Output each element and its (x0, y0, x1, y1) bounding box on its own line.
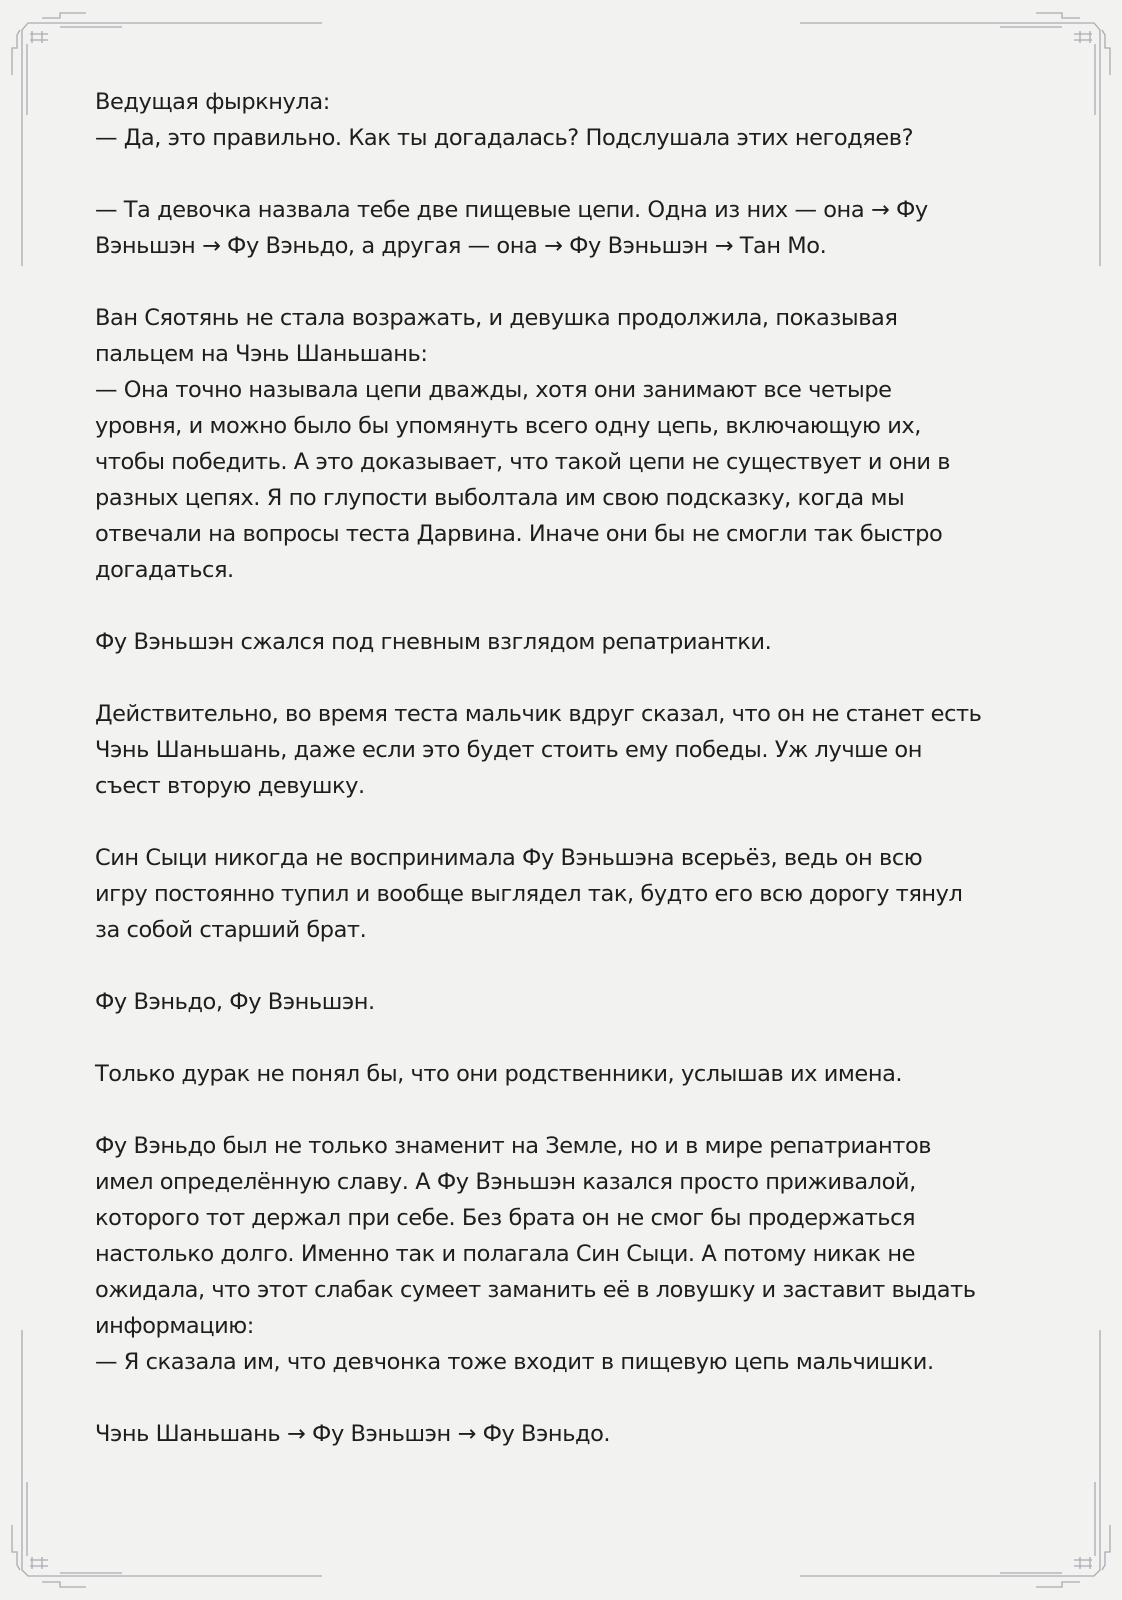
text-line: ожидала, что этот слабак сумеет заманить её в ловушку и заставит выдать (95, 1277, 976, 1303)
paragraph (95, 1056, 1025, 1092)
text-line: Действительно, во время теста мальчик вдруг сказал, что он не станет есть (95, 701, 982, 727)
text-line: — Та девочка назвала тебе две пищевые цепи. Одна из них — она → Фу (95, 197, 928, 223)
paragraph (95, 624, 1025, 660)
text-line: которого тот держал при себе. Без брата он не смог бы продержаться (95, 1205, 916, 1231)
text-line: пальцем на Чэнь Шаньшань: (95, 341, 428, 367)
paragraph (95, 1416, 1025, 1452)
paragraph (95, 696, 1025, 804)
text-line: Ведущая фыркнула: (95, 89, 330, 115)
text-line: Фу Вэньдо был не только знаменит на Земле, но и в мире репатриантов (95, 1133, 932, 1159)
text-line: — Да, это правильно. Как ты догадалась? Подслушала этих негодяев? (95, 125, 914, 151)
text-line: Фу Вэньшэн сжался под гневным взглядом репатриантки. (95, 629, 772, 655)
text-line: информацию: (95, 1313, 254, 1339)
text-line: — Я сказала им, что девчонка тоже входит в пищевую цепь мальчишки. (95, 1349, 934, 1375)
text-line: — Она точно называла цепи дважды, хотя они занимают все четыре (95, 377, 892, 403)
text-line: уровня, и можно было бы упомянуть всего одну цепь, включающую их, (95, 413, 921, 439)
text-line: игру постоянно тупил и вообще выглядел так, будто его всю дорогу тянул (95, 881, 963, 907)
text-line: Ван Сяотянь не стала возражать, и девушка продолжила, показывая (95, 305, 898, 331)
paragraph (95, 1128, 1025, 1380)
text-line: отвечали на вопросы теста Дарвина. Иначе они бы не смогли так быстро (95, 521, 943, 547)
text-line: Чэнь Шаньшань, даже если это будет стоить ему победы. Уж лучше он (95, 737, 922, 763)
paragraph (95, 984, 1025, 1020)
paragraph (95, 84, 1025, 156)
paragraph (95, 300, 1025, 588)
text-line: Только дурак не понял бы, что они родственники, услышав их имена. (95, 1061, 903, 1087)
text-line: за собой старший брат. (95, 917, 367, 943)
text-line: разных цепях. Я по глупости выболтала им свою подсказку, когда мы (95, 485, 905, 511)
text-line: Вэньшэн → Фу Вэньдо, а другая — она → Фу Вэньшэн → Тан Мо. (95, 233, 827, 259)
text-line: чтобы победить. А это доказывает, что такой цепи не существует и они в (95, 449, 951, 475)
paragraph (95, 840, 1025, 948)
text-line: Фу Вэньдо, Фу Вэньшэн. (95, 989, 375, 1015)
text-line: Син Сыци никогда не воспринимала Фу Вэньшэна всерьёз, ведь он всю (95, 845, 923, 871)
text-line: имел определённую славу. А Фу Вэньшэн казался просто приживалой, (95, 1169, 916, 1195)
text-line: съест вторую девушку. (95, 773, 365, 799)
paragraph (95, 192, 1025, 264)
document-body (95, 84, 1025, 1488)
text-line: догадаться. (95, 557, 234, 583)
text-line: настолько долго. Именно так и полагала Син Сыци. А потому никак не (95, 1241, 916, 1267)
text-line: Чэнь Шаньшань → Фу Вэньшэн → Фу Вэньдо. (95, 1421, 611, 1447)
